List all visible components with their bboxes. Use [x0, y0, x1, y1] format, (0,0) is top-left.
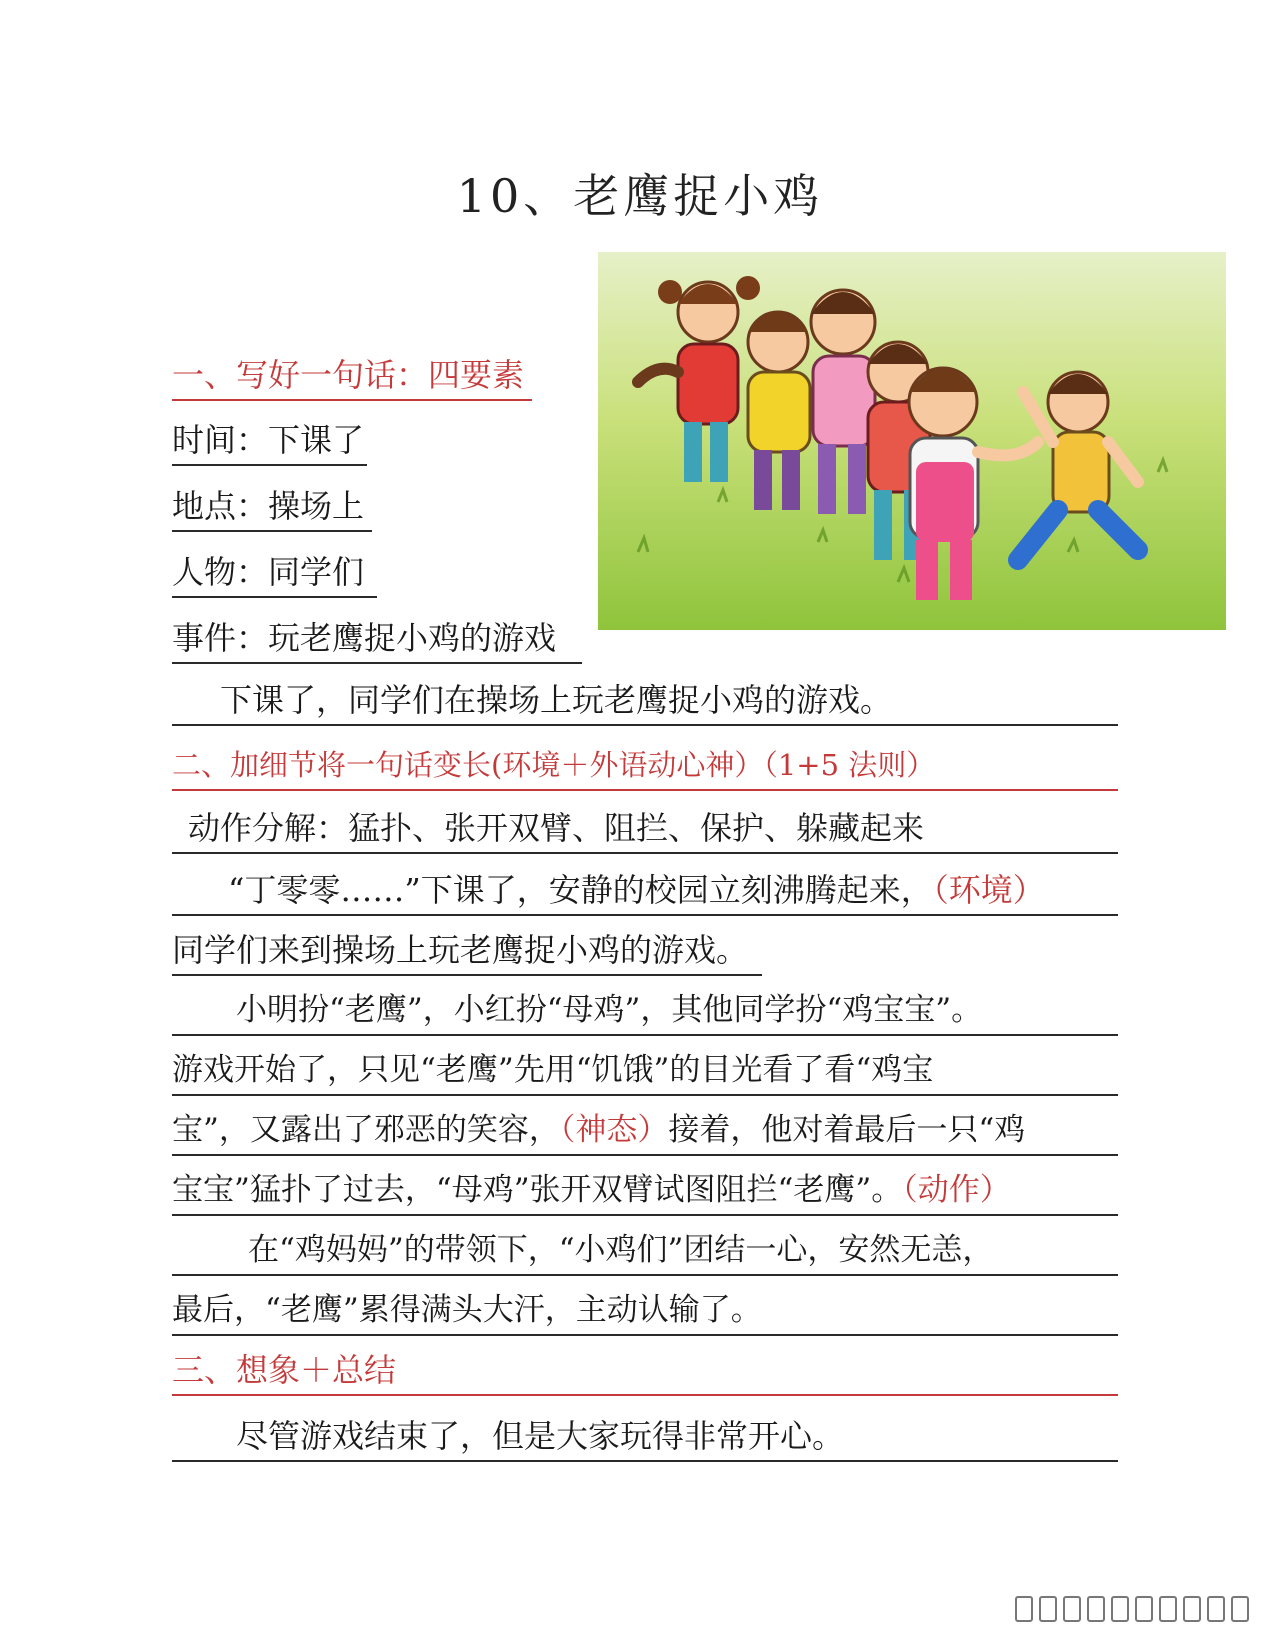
section3-heading: 三、想象＋总结	[172, 1350, 1118, 1396]
watermark-block	[1135, 1596, 1153, 1622]
paragraph1-line2: 同学们来到操场上玩老鹰捉小鸡的游戏。	[172, 930, 762, 976]
children-playing-illustration	[598, 252, 1226, 630]
event-value: 玩老鹰捉小鸡的游戏	[268, 619, 557, 657]
environment-tag: （环境）	[932, 871, 1045, 909]
time-row	[172, 420, 367, 466]
expression-tag: （神态）	[559, 1112, 669, 1148]
place-row	[172, 486, 372, 532]
actions-value: 猛扑、张开双臂、阻拦、保护、躲藏起来	[348, 809, 925, 847]
p1-line1-text: “丁零零……”下课了，安静的校园立刻沸腾起来，	[228, 871, 933, 909]
watermark-block	[1087, 1596, 1105, 1622]
watermark-block	[1231, 1596, 1249, 1622]
p2-line4-text: 宝宝”猛扑了过去，“母鸡”张开双臂试图阻拦“老鹰”。	[172, 1172, 903, 1208]
section2-heading: 二、加细节将一句话变长(环境＋外语动心神）（1+5 法则）	[172, 745, 1118, 791]
place-label: 地点：	[172, 487, 269, 525]
illustration-drawing	[598, 252, 1226, 630]
people-value: 同学们	[268, 553, 365, 591]
action-tag: （动作）	[902, 1172, 1011, 1208]
watermark-block	[1207, 1596, 1225, 1622]
actions-label: 动作分解：	[188, 809, 349, 847]
paragraph2-line1: 小明扮“老鹰”，小红扮“母鸡”，其他同学扮“鸡宝宝”。	[172, 990, 1118, 1036]
watermark-block	[1183, 1596, 1201, 1622]
time-label: 时间：	[172, 421, 269, 459]
section1-heading: 一、写好一句话：四要素	[172, 355, 532, 401]
event-row	[172, 618, 582, 664]
p2-line3-part1: 宝”，又露出了邪恶的笑容，	[172, 1112, 560, 1148]
place-value: 操场上	[268, 487, 365, 525]
summary-sentence: 下课了，同学们在操场上玩老鹰捉小鸡的游戏。	[172, 680, 1118, 726]
event-label: 事件：	[172, 619, 269, 657]
conclusion-sentence: 尽管游戏结束了，但是大家玩得非常开心。	[172, 1416, 1118, 1462]
watermark-block	[1111, 1596, 1129, 1622]
p2-line3-part2: 接着，他对着最后一只“鸡	[668, 1112, 1026, 1148]
watermark-block	[1159, 1596, 1177, 1622]
watermark-bars	[1015, 1596, 1249, 1622]
watermark-block	[1015, 1596, 1033, 1622]
paragraph3-line2: 最后，“老鹰”累得满头大汗，主动认输了。	[172, 1290, 1118, 1336]
paragraph2-line4	[172, 1170, 1118, 1216]
paragraph1-line1	[172, 870, 1118, 916]
paragraph2-line3	[172, 1110, 1118, 1156]
paragraph2-line2: 游戏开始了，只见“老鹰”先用“饥饿”的目光看了看“鸡宝	[172, 1050, 1118, 1096]
time-value: 下课了	[268, 421, 365, 459]
paragraph3-line1: 在“鸡妈妈”的带领下，“小鸡们”团结一心，安然无恙，	[172, 1230, 1118, 1276]
action-breakdown-row	[172, 808, 1118, 854]
people-label: 人物：	[172, 553, 269, 591]
page-title: 10、老鹰捉小鸡	[456, 169, 824, 223]
watermark-block	[1039, 1596, 1057, 1622]
watermark-block	[1063, 1596, 1081, 1622]
people-row	[172, 552, 377, 598]
